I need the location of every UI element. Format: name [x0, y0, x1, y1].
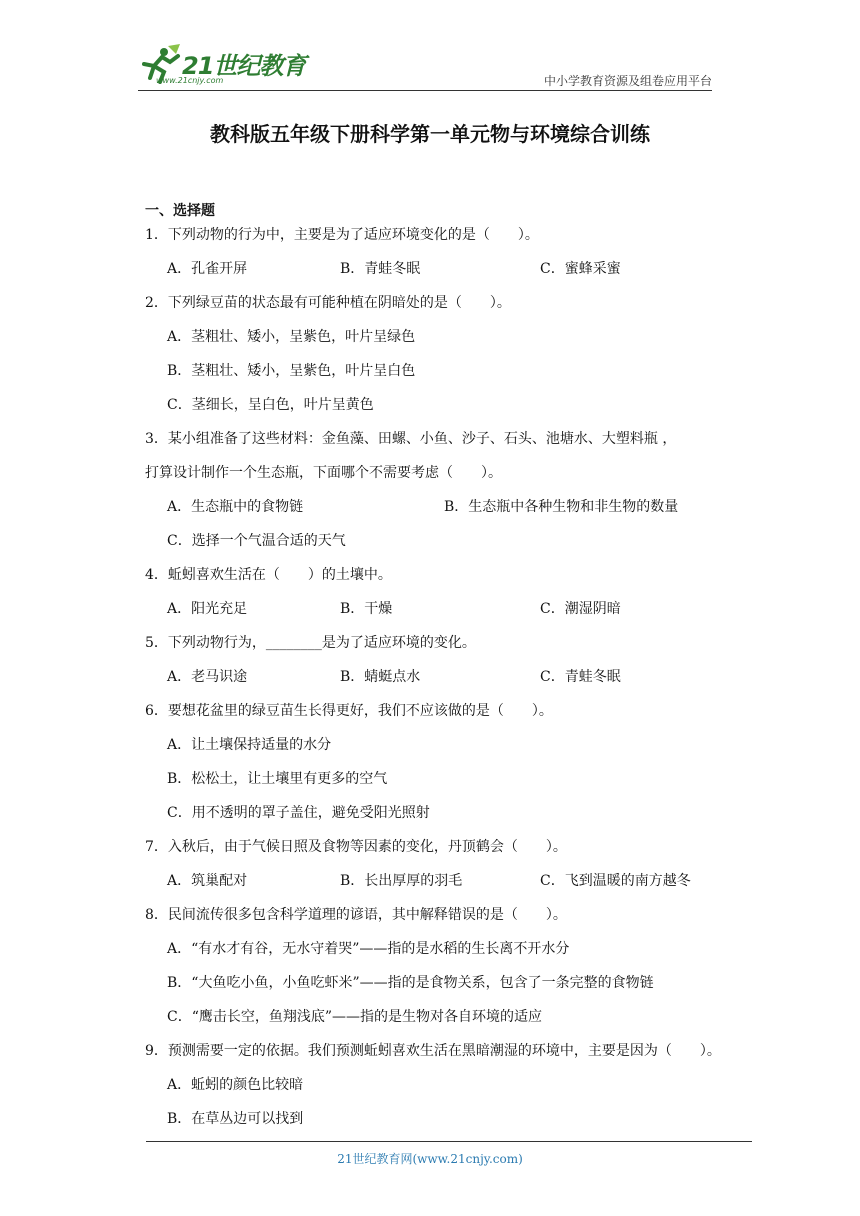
option-a: A．蚯蚓的颜色比较暗 — [167, 1077, 304, 1093]
question-3: 3．某小组准备了这些材料：金鱼藻、田螺、小鱼、沙子、石头、池塘水、大塑料瓶 ， — [145, 431, 677, 447]
option-a: A．老马识途 — [167, 669, 248, 685]
option-b: B．青蛙冬眠 — [340, 261, 421, 277]
header-divider — [138, 90, 712, 91]
page-header — [138, 38, 712, 94]
options-5 — [145, 666, 725, 700]
question-8: 8．民间流传很多包含科学道理的谚语，其中解释错误的是（ ）。 — [145, 907, 567, 923]
logo-url: www.21cnjy.com — [156, 76, 224, 85]
option-b: B．茎粗壮、矮小，呈紫色，叶片呈白色 — [167, 363, 416, 379]
question-7: 7．入秋后，由于气候日照及食物等因素的变化，丹顶鹤会（ ）。 — [145, 839, 567, 855]
option-b: B．蜻蜓点水 — [340, 669, 421, 685]
option-b: B．干燥 — [340, 601, 393, 617]
question-2: 2．下列绿豆苗的状态最有可能种植在阴暗处的是（ ）。 — [145, 295, 511, 311]
question-5: 5．下列动物行为，________是为了适应环境的变化。 — [145, 635, 476, 651]
option-c: C．茎细长，呈白色，叶片呈黄色 — [167, 397, 374, 413]
option-c: C．潮湿阴暗 — [540, 601, 621, 617]
footer-divider — [146, 1141, 752, 1142]
option-a: A．孔雀开屏 — [167, 261, 248, 277]
option-a: A．茎粗壮、矮小，呈紫色，叶片呈绿色 — [167, 329, 416, 345]
option-c: C．飞到温暖的南方越冬 — [540, 873, 691, 889]
question-4: 4．蚯蚓喜欢生活在（ ）的土壤中。 — [145, 567, 392, 583]
page-title: 教科版五年级下册科学第一单元物与环境综合训练 — [210, 122, 650, 146]
question-list — [145, 200, 725, 1142]
option-a: A．让土壤保持适量的水分 — [167, 737, 332, 753]
logo — [138, 38, 318, 94]
platform-label: 中小学教育资源及组卷应用平台 — [543, 74, 712, 88]
question-9: 9．预测需要一定的依据。我们预测蚯蚓喜欢生活在黑暗潮湿的环境中，主要是因为（ ）。 — [145, 1043, 721, 1059]
logo-text: 21世纪教育 — [182, 52, 306, 80]
options-4 — [145, 598, 725, 632]
option-c: C．蜜蜂采蜜 — [540, 261, 621, 277]
options-3 — [145, 496, 725, 530]
footer-link[interactable]: 21世纪教育网(www.21cnjy.com) — [337, 1152, 523, 1166]
question-1: 1．下列动物的行为中，主要是为了适应环境变化的是（ ）。 — [145, 227, 539, 243]
question-6: 6．要想花盆里的绿豆苗生长得更好，我们不应该做的是（ ）。 — [145, 703, 553, 719]
option-c: C．“鹰击长空，鱼翔浅底”——指的是生物对各自环境的适应 — [167, 1009, 543, 1025]
options-1 — [145, 258, 725, 292]
option-a: A．筑巢配对 — [167, 873, 248, 889]
option-c: C．青蛙冬眠 — [540, 669, 621, 685]
option-b: B．在草丛边可以找到 — [167, 1111, 304, 1127]
option-b: B．松松土，让土壤里有更多的空气 — [167, 771, 388, 787]
option-c: C．用不透明的罩子盖住，避免受阳光照射 — [167, 805, 430, 821]
option-c: C．选择一个气温合适的天气 — [167, 533, 346, 549]
option-b: B．生态瓶中各种生物和非生物的数量 — [444, 499, 679, 515]
section-heading: 一、选择题 — [145, 203, 215, 219]
options-7 — [145, 870, 725, 904]
option-a: A．生态瓶中的食物链 — [167, 499, 304, 515]
option-a: A．“有水才有谷，无水守着哭”——指的是水稻的生长离不开水分 — [167, 941, 570, 957]
question-3-cont: 打算设计制作一个生态瓶，下面哪个不需要考虑（ ）。 — [145, 465, 502, 481]
option-a: A．阳光充足 — [167, 601, 248, 617]
option-b: B．长出厚厚的羽毛 — [340, 873, 463, 889]
option-b: B．“大鱼吃小鱼，小鱼吃虾米”——指的是食物关系，包含了一条完整的食物链 — [167, 975, 654, 991]
